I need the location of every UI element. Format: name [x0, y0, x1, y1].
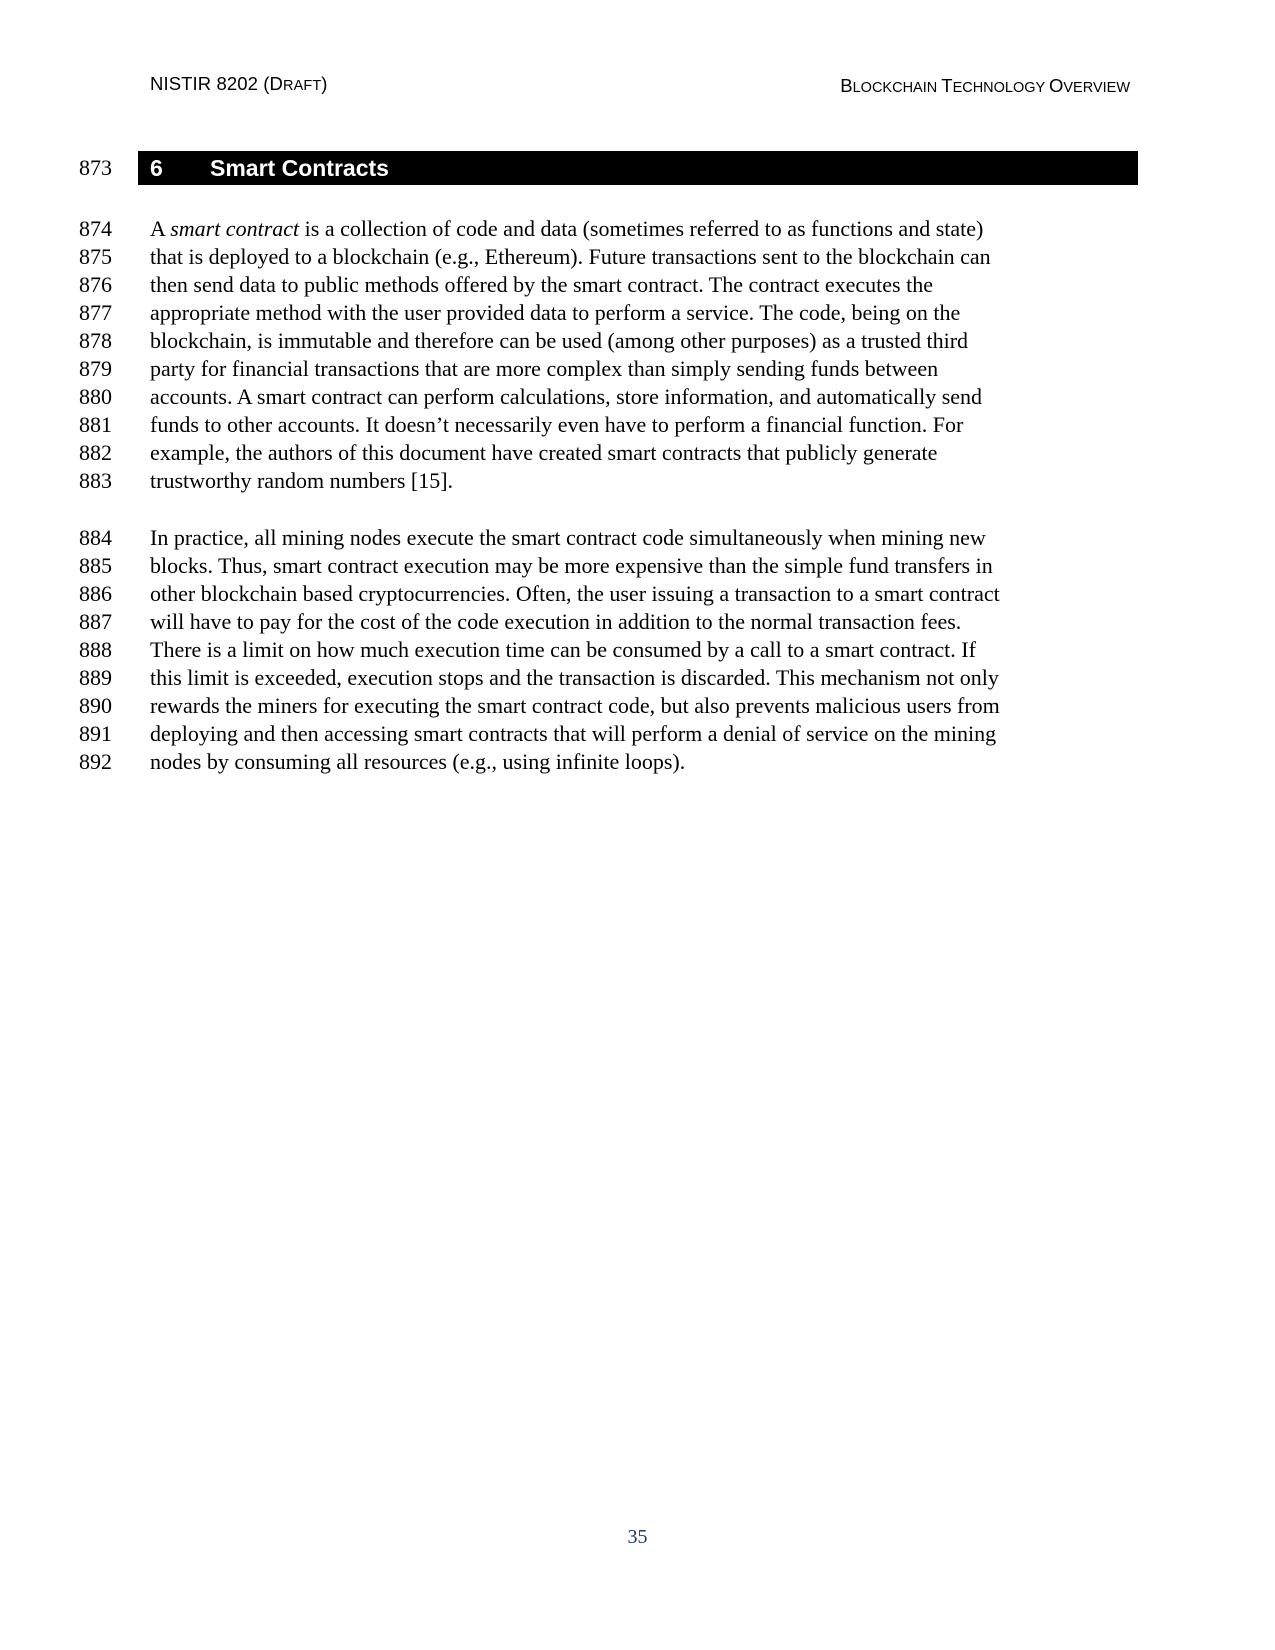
paragraph-2-line: blocks. Thus, smart contract execution may be more expensive than the simple fund transfers in: [150, 553, 993, 578]
header-document-id: NISTIR 8202 (DRAFT): [150, 73, 328, 94]
line-number: 890: [79, 693, 112, 718]
paragraph-2-line: There is a limit on how much execution time can be consumed by a call to a smart contract. If: [150, 637, 976, 662]
paragraph-2-line: deploying and then accessing smart contracts that will perform a denial of service on the mining: [150, 721, 997, 746]
section-title: Smart Contracts: [210, 155, 389, 181]
line-number: 885: [79, 553, 112, 578]
paragraph-1-line: example, the authors of this document have created smart contracts that publicly generate: [150, 440, 938, 465]
paragraph-1-line: accounts. A smart contract can perform calculations, store information, and automatically send: [150, 384, 983, 409]
paragraph-1-line: trustworthy random numbers [15].: [150, 468, 454, 493]
paragraph-1-line: blockchain, is immutable and therefore can be used (among other purposes) as a trusted third: [150, 328, 969, 353]
line-number: 892: [79, 749, 112, 774]
line-number: 881: [79, 412, 112, 437]
paragraph-1-line: then send data to public methods offered by the smart contract. The contract executes the: [150, 272, 933, 297]
line-number: 889: [79, 665, 112, 690]
line-number: 874: [79, 216, 112, 241]
line-number: 880: [79, 384, 112, 409]
line-number: 888: [79, 637, 112, 662]
section-number: 6: [150, 155, 163, 181]
header-document-title: BLOCKCHAIN TECHNOLOGY OVERVIEW: [840, 75, 1130, 96]
line-number: 883: [79, 468, 112, 493]
paragraph-1-line: appropriate method with the user provided data to perform a service. The code, being on the: [150, 300, 961, 325]
paragraph-2-line: will have to pay for the cost of the code execution in addition to the normal transaction fees.: [150, 609, 962, 634]
page-number: 35: [627, 1526, 648, 1548]
paragraph-1-line: that is deployed to a blockchain (e.g., Ethereum). Future transactions sent to the blockchain can: [150, 244, 991, 269]
line-number: 876: [79, 272, 112, 297]
paragraph-2-line: In practice, all mining nodes execute the smart contract code simultaneously when mining new: [150, 525, 986, 550]
paragraph-2-line: nodes by consuming all resources (e.g., using infinite loops).: [150, 749, 686, 774]
paragraph-2-line: this limit is exceeded, execution stops and the transaction is discarded. This mechanism not only: [150, 665, 999, 690]
line-number: 875: [79, 244, 112, 269]
line-number: 882: [79, 440, 112, 465]
paragraph-2-line: other blockchain based cryptocurrencies. Often, the user issuing a transaction to a smart contract: [150, 581, 1000, 606]
line-number: 886: [79, 581, 112, 606]
section-heading: [138, 151, 1138, 185]
line-number: 887: [79, 609, 112, 634]
term-smart-contract: smart contract: [170, 216, 300, 241]
paragraph-1-line: funds to other accounts. It doesn’t necessarily even have to perform a financial function. For: [150, 412, 964, 437]
line-number: 878: [79, 328, 112, 353]
paragraph-1-line: A smart contract is a collection of code and data (sometimes referred to as functions and state): [150, 216, 984, 241]
line-number: 877: [79, 300, 112, 325]
line-number: 879: [79, 356, 112, 381]
line-number: 891: [79, 721, 112, 746]
line-number: 873: [79, 155, 112, 180]
paragraph-1-line: party for financial transactions that are more complex than simply sending funds between: [150, 356, 939, 381]
paragraph-2-line: rewards the miners for executing the smart contract code, but also prevents malicious users from: [150, 693, 1000, 718]
line-number: 884: [79, 525, 112, 550]
